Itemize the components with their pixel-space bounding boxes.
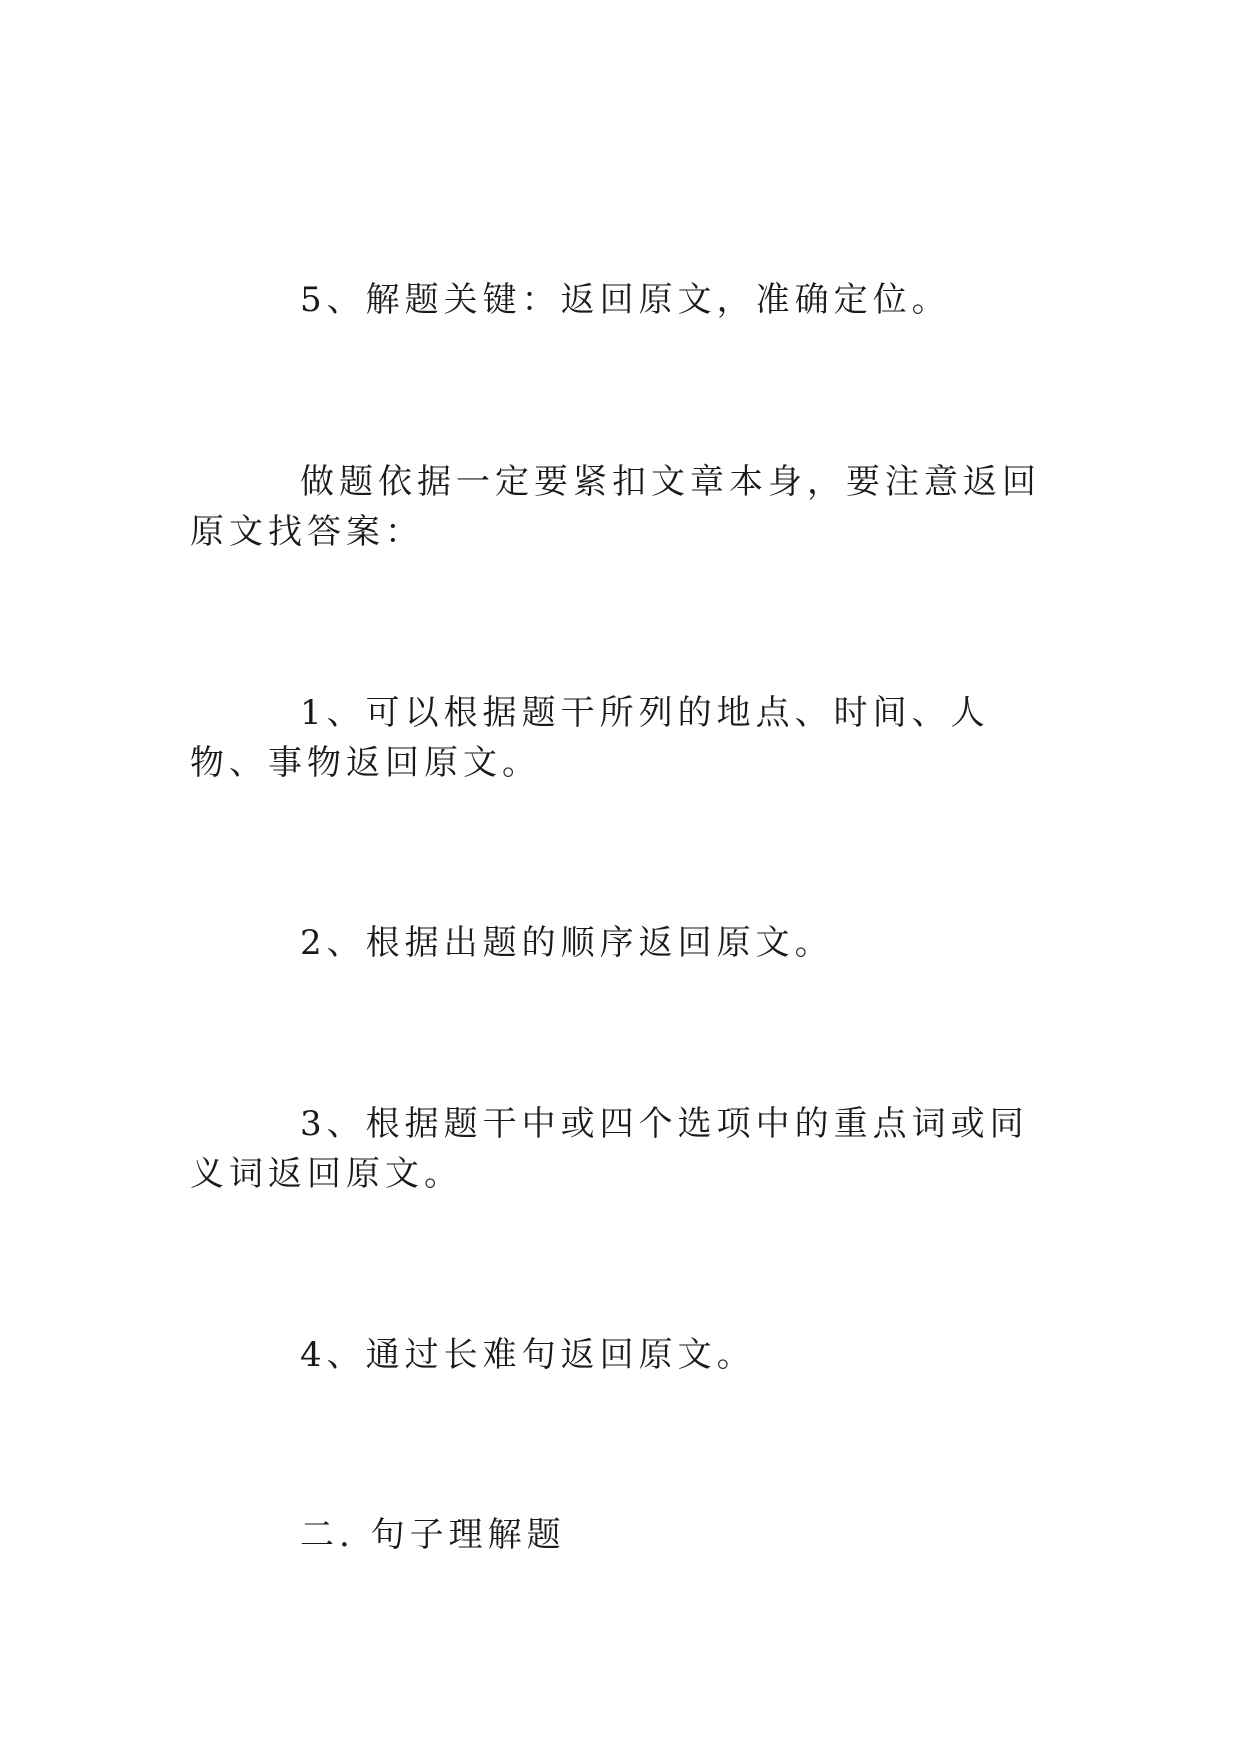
- paragraph-method-2: 2、根据出题的顺序返回原文。: [300, 923, 834, 963]
- paragraph-method-3: 3、根据题干中或四个选项中的重点词或同义词返回原文。: [190, 1104, 1029, 1194]
- section-heading: 二. 句子理解题: [300, 1515, 566, 1555]
- paragraph-key-point: 5、解题关键：返回原文，准确定位。: [300, 280, 951, 320]
- paragraph-method-4: 4、通过长难句返回原文。: [300, 1335, 756, 1375]
- paragraph-basis: 做题依据一定要紧扣文章本身，要注意返回原文找答案：: [190, 462, 1041, 552]
- paragraph-method-1: 1、可以根据题干所列的地点、时间、人物、事物返回原文。: [190, 693, 990, 783]
